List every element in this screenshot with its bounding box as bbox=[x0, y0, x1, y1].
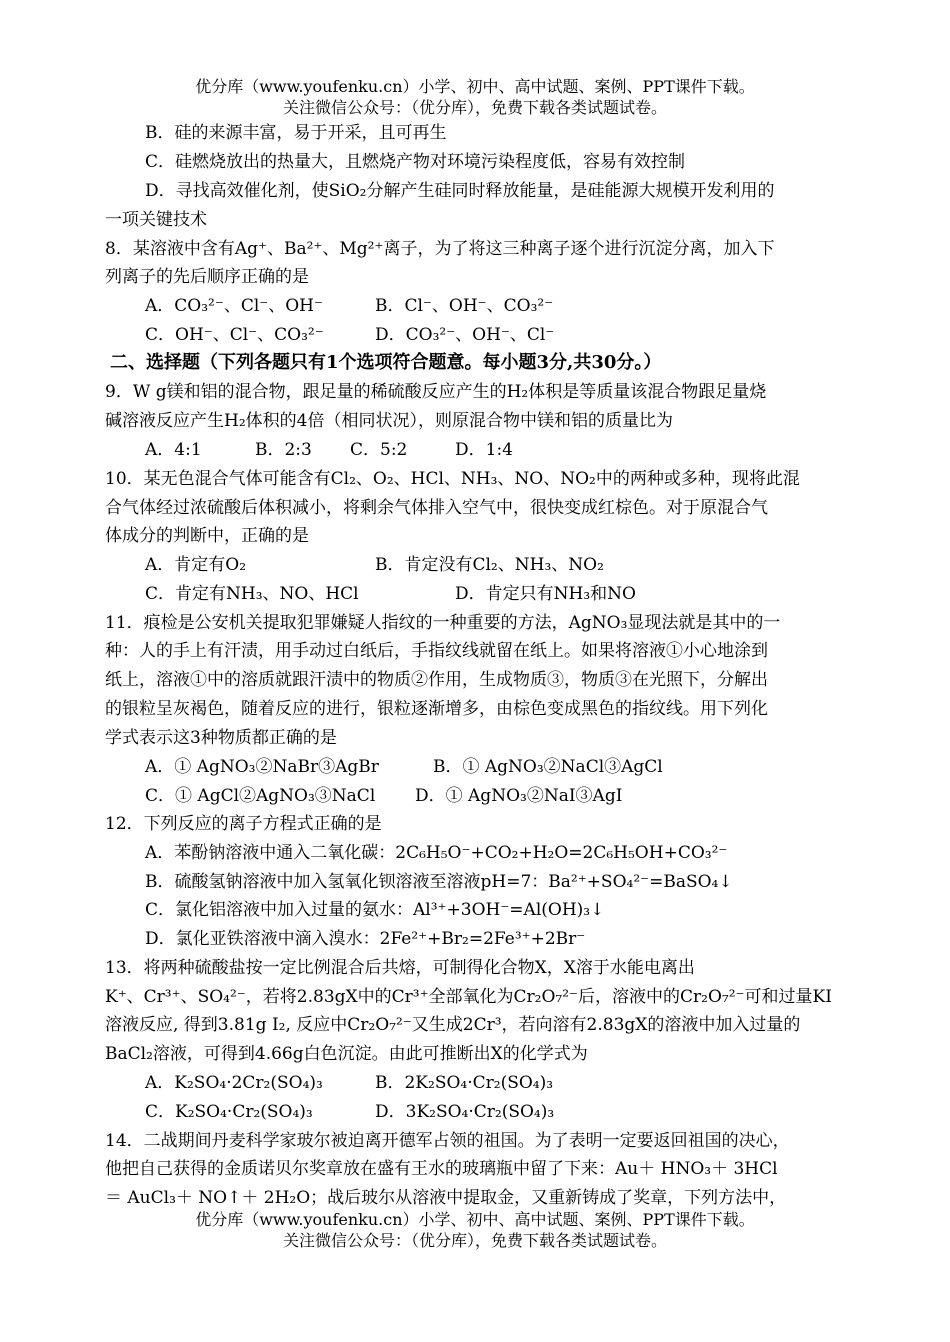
q12-option-b: B．硫酸氢钠溶液中加入氢氧化钡溶液至溶液pH=7：Ba²⁺+SO₄²⁻=BaSO₄↓ bbox=[145, 872, 733, 892]
q7-option-d-line1: D．寻找高效催化剂，使SiO₂分解产生硅同时释放能量，是硅能源大规模开发利用的 bbox=[145, 181, 775, 201]
q12-option-d: D．氯化亚铁溶液中滴入溴水：2Fe²⁺+Br₂=2Fe³⁺+2Br⁻ bbox=[145, 929, 586, 949]
q14-stem-line3: ＝ AuCl₃＋ NO↑＋ 2H₂O；战后玻尔从溶液中提取金，又重新铸成了奖章，下列方法中， bbox=[105, 1188, 787, 1208]
q10-option-d: D．肯定只有NH₃和NO bbox=[455, 584, 636, 604]
section-2-heading: 二、选择题（下列各题只有1个选项符合题意。每小题3分,共30分。） bbox=[110, 352, 662, 373]
q11-stem-line4: 的银粒呈灰褐色，随着反应的进行，银粒逐渐增多，由棕色变成黑色的指纹线。用下列化 bbox=[105, 699, 768, 719]
q8-option-a: A．CO₃²⁻、Cl⁻、OH⁻ bbox=[145, 296, 323, 316]
q8-option-b: B．Cl⁻、OH⁻、CO₃²⁻ bbox=[375, 296, 554, 316]
q10-option-a: A．肯定有O₂ bbox=[145, 555, 247, 575]
q9-option-a: A．4:1 bbox=[145, 440, 202, 460]
q10-option-b: B．肯定没有Cl₂、NH₃、NO₂ bbox=[375, 555, 604, 575]
q9-stem-line2: 碱溶液反应产生H₂体积的4倍（相同状况），则原混合物中镁和铝的质量比为 bbox=[105, 411, 673, 431]
q9-stem-line1: 9．W g镁和铝的混合物，跟足量的稀硫酸反应产生的H₂体积是等质量该混合物跟足量烧 bbox=[105, 382, 767, 402]
q12-option-a: A．苯酚钠溶液中通入二氧化碳：2C₆H₅O⁻+CO₂+H₂O=2C₆H₅OH+CO₃²⁻ bbox=[145, 843, 728, 863]
q11-stem-line1: 11．痕检是公安机关提取犯罪嫌疑人指纹的一种重要的方法，AgNO₃显现法就是其中的一 bbox=[105, 613, 781, 633]
q8-stem-line1: 8．某溶液中含有Ag⁺、Ba²⁺、Mg²⁺离子，为了将这三种离子逐个进行沉淀分离，加入下 bbox=[105, 239, 775, 259]
q8-option-c: C．OH⁻、Cl⁻、CO₃²⁻ bbox=[145, 325, 324, 345]
q11-option-d: D．① AgNO₃②NaI③AgI bbox=[415, 786, 623, 806]
q10-stem-line1: 10．某无色混合气体可能含有Cl₂、O₂、HCl、NH₃、NO、NO₂中的两种或多种，现将此混 bbox=[105, 469, 800, 489]
q13-option-d: D．3K₂SO₄·Cr₂(SO₄)₃ bbox=[375, 1102, 555, 1122]
q8-option-d: D．CO₃²⁻、OH⁻、Cl⁻ bbox=[375, 325, 555, 345]
q9-option-b: B．2:3 bbox=[255, 440, 312, 460]
header-line-2: 关注微信公众号：（优分库），免费下载各类试题试卷。 bbox=[282, 98, 667, 117]
q13-stem-line2: K⁺、Cr³⁺、SO₄²⁻，若将2.83gX中的Cr³⁺全部氧化为Cr₂O₇²⁻后，溶液中的Cr₂O₇²⁻可和过量KI bbox=[105, 987, 832, 1007]
q13-option-a: A．K₂SO₄·2Cr₂(SO₄)₃ bbox=[145, 1073, 323, 1093]
q14-stem-line1: 14．二战期间丹麦科学家玻尔被迫离开德军占领的祖国。为了表明一定要返回祖国的决心， bbox=[105, 1131, 790, 1151]
q7-option-d-line2: 一项关键技术 bbox=[105, 210, 207, 230]
q13-stem-line1: 13．将两种硫酸盐按一定比例混合后共熔，可制得化合物X，X溶于水能电离出 bbox=[105, 958, 695, 978]
q12-option-c: C．氯化铝溶液中加入过量的氨水：Al³⁺+3OH⁻=Al(OH)₃↓ bbox=[145, 900, 605, 920]
q7-option-b: B．硅的来源丰富，易于开采，且可再生 bbox=[145, 123, 447, 143]
q13-stem-line3: 溶液反应, 得到3.81g I₂, 反应中Cr₂O₇²⁻又生成2Cr³，若向溶有2.83gX的溶液中加入过量的 bbox=[105, 1015, 801, 1035]
q8-stem-line2: 列离子的先后顺序正确的是 bbox=[105, 267, 309, 287]
q10-stem-line3: 体成分的判断中，正确的是 bbox=[105, 526, 309, 546]
q11-stem-line2: 种：人的手上有汗渍，用手动过白纸后，手指纹线就留在纸上。如果将溶液①小心地涂到 bbox=[105, 641, 768, 661]
q13-option-c: C．K₂SO₄·Cr₂(SO₄)₃ bbox=[145, 1102, 313, 1122]
q11-option-b: B．① AgNO₃②NaCl③AgCl bbox=[433, 757, 663, 777]
q10-stem-line2: 合气体经过浓硫酸后体积减小，将剩余气体排入空气中，很快变成红棕色。对于原混合气 bbox=[105, 498, 768, 518]
footer-line-1: 优分库（www.youfenku.cn）小学、初中、高中试题、案例、PPT课件下载。 bbox=[195, 1210, 755, 1229]
q11-stem-line3: 纸上，溶液①中的溶质就跟汗渍中的物质②作用，生成物质③，物质③在光照下，分解出 bbox=[105, 670, 768, 690]
q11-option-a: A．① AgNO₃②NaBr③AgBr bbox=[145, 757, 379, 777]
q14-stem-line2: 他把自己获得的金质诺贝尔奖章放在盛有王水的玻璃瓶中留了下来：Au＋ HNO₃＋ 3HCl bbox=[105, 1159, 778, 1179]
q12-stem: 12．下列反应的离子方程式正确的是 bbox=[105, 814, 382, 834]
q9-option-c: C．5:2 bbox=[350, 440, 408, 460]
q10-option-c: C．肯定有NH₃、NO、HCl bbox=[145, 584, 359, 604]
q13-option-b: B．2K₂SO₄·Cr₂(SO₄)₃ bbox=[375, 1073, 554, 1093]
footer-line-2: 关注微信公众号：（优分库），免费下载各类试题试卷。 bbox=[282, 1231, 667, 1250]
q13-stem-line4: BaCl₂溶液，可得到4.66g白色沉淀。由此可推断出X的化学式为 bbox=[105, 1044, 588, 1064]
header-line-1: 优分库（www.youfenku.cn）小学、初中、高中试题、案例、PPT课件下载。 bbox=[195, 77, 755, 96]
q7-option-c: C．硅燃烧放出的热量大，且燃烧产物对环境污染程度低，容易有效控制 bbox=[145, 152, 686, 172]
q9-option-d: D．1:4 bbox=[455, 440, 513, 460]
q11-option-c: C．① AgCl②AgNO₃③NaCl bbox=[145, 786, 376, 806]
q11-stem-line5: 学式表示这3种物质都正确的是 bbox=[105, 728, 337, 748]
